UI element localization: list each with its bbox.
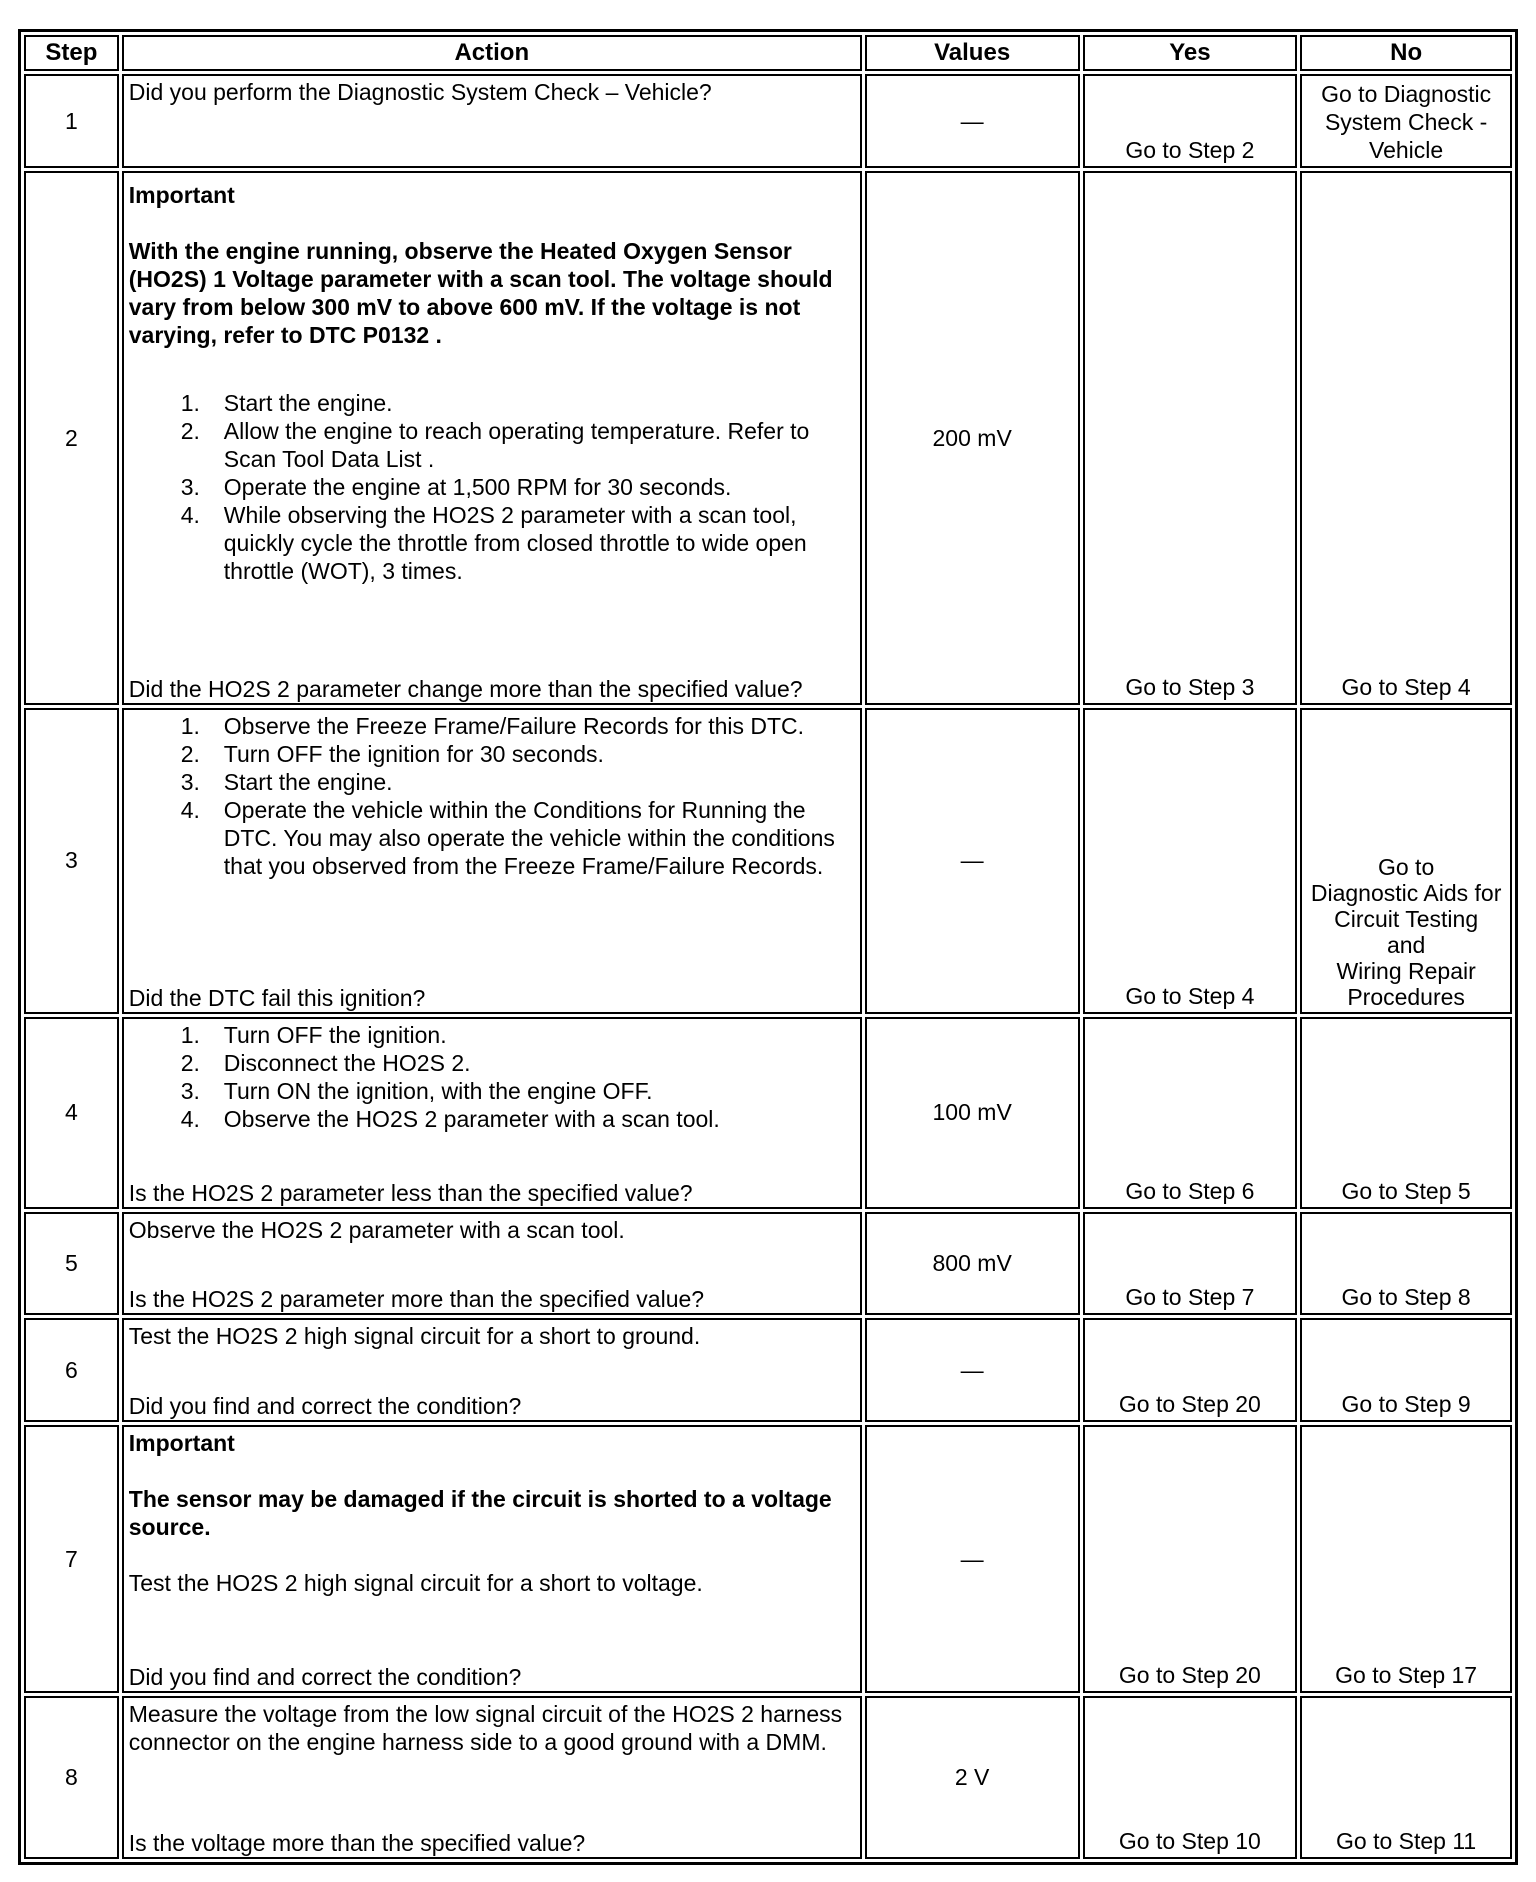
table-row-step-3 bbox=[24, 708, 1512, 1014]
value-cell: 2 V bbox=[865, 1696, 1080, 1859]
no-target-line: Diagnostic Aids for bbox=[1310, 879, 1502, 906]
yes-target: Go to Step 10 bbox=[1118, 1828, 1261, 1854]
procedure-step: 1. Turn OFF the ignition. bbox=[180, 1021, 447, 1048]
procedure-step: 2. Allow the engine to reach operating temperature. Refer to Scan Tool Data List . bbox=[180, 418, 810, 473]
table-row-step-6 bbox=[24, 1318, 1512, 1421]
action-cell bbox=[122, 1017, 862, 1210]
procedure-step: 1. Observe the Freeze Frame/Failure Records for this DTC. bbox=[180, 712, 805, 739]
yes-cell bbox=[1083, 708, 1298, 1014]
question-text: Did you find and correct the condition? bbox=[128, 1664, 522, 1691]
no-target-line: System Check - bbox=[1324, 109, 1488, 136]
action-cell bbox=[122, 708, 862, 1014]
no-target-line: Procedures bbox=[1347, 983, 1465, 1010]
header-action: Action bbox=[122, 35, 862, 71]
step-number: 1 bbox=[24, 74, 119, 168]
action-cell bbox=[122, 74, 862, 168]
no-target: Go to Step 5 bbox=[1341, 1178, 1471, 1205]
no-cell bbox=[1300, 1425, 1512, 1694]
no-target-line: Go to Diagnostic bbox=[1321, 81, 1492, 108]
action-text: Test the HO2S 2 high signal circuit for a short to ground. bbox=[128, 1323, 701, 1350]
question-text: Did the HO2S 2 parameter change more than the specified value? bbox=[128, 675, 803, 702]
yes-target: Go to Step 3 bbox=[1125, 673, 1255, 700]
no-target: Go to Step 4 bbox=[1341, 673, 1471, 700]
yes-cell bbox=[1083, 1425, 1298, 1694]
action-cell bbox=[122, 1318, 862, 1421]
step-number: 4 bbox=[24, 1017, 119, 1210]
table-row-step-1 bbox=[24, 74, 1512, 168]
procedure-step: 2. Disconnect the HO2S 2. bbox=[180, 1049, 471, 1076]
procedure-step: 4. Operate the vehicle within the Conditions for Running the DTC. You may also operate the vehicle within the conditions that you observed from the Freeze Frame/Failure Records. bbox=[180, 796, 835, 879]
value-cell: 100 mV bbox=[865, 1017, 1080, 1210]
no-cell bbox=[1300, 74, 1512, 168]
procedure-list bbox=[129, 389, 856, 585]
value-cell: — bbox=[865, 1318, 1080, 1421]
step-number: 8 bbox=[24, 1696, 119, 1859]
procedure-step: 4. While observing the HO2S 2 parameter with a scan tool, quickly cycle the throttle from closed throttle to wide open throttle (WOT), 3 times. bbox=[180, 502, 807, 585]
no-target-line: Wiring Repair bbox=[1336, 957, 1476, 984]
no-target: Go to Step 17 bbox=[1335, 1662, 1478, 1689]
yes-target: Go to Step 7 bbox=[1125, 1284, 1255, 1311]
action-text: Did you perform the Diagnostic System Check – Vehicle? bbox=[128, 79, 712, 106]
question-text: Is the HO2S 2 parameter less than the specified value? bbox=[128, 1180, 693, 1207]
no-target-line: Go to bbox=[1377, 853, 1435, 880]
step-number: 7 bbox=[24, 1425, 119, 1694]
question-text: Did you find and correct the condition? bbox=[128, 1392, 522, 1419]
no-cell bbox=[1300, 1696, 1512, 1859]
yes-target: Go to Step 4 bbox=[1125, 982, 1255, 1009]
value-cell: — bbox=[865, 74, 1080, 168]
procedure-step: 3. Operate the engine at 1,500 RPM for 30 seconds. bbox=[180, 474, 732, 501]
action-text: Test the HO2S 2 high signal circuit for a short to voltage. bbox=[128, 1569, 703, 1596]
step-number: 6 bbox=[24, 1318, 119, 1421]
diagnostic-table bbox=[18, 29, 1518, 1865]
question-text: Is the HO2S 2 parameter more than the specified value? bbox=[128, 1286, 705, 1313]
procedure-list bbox=[129, 712, 856, 880]
question-text: Did the DTC fail this ignition? bbox=[128, 984, 426, 1011]
table-row-step-4 bbox=[24, 1017, 1512, 1210]
no-target-line: Circuit Testing bbox=[1334, 905, 1479, 932]
yes-target: Go to Step 20 bbox=[1118, 1662, 1261, 1689]
procedure-step: 3. Turn ON the ignition, with the engine OFF. bbox=[180, 1077, 653, 1104]
yes-cell bbox=[1083, 1318, 1298, 1421]
no-target: Go to Step 9 bbox=[1341, 1390, 1471, 1417]
value-cell: 800 mV bbox=[865, 1212, 1080, 1315]
header-no: No bbox=[1300, 35, 1512, 71]
yes-target: Go to Step 2 bbox=[1125, 137, 1255, 164]
no-cell bbox=[1300, 708, 1512, 1014]
table-row-step-2 bbox=[24, 171, 1512, 704]
action-cell bbox=[122, 1696, 862, 1859]
important-note: With the engine running, observe the Heated Oxygen Sensor (HO2S) 1 Voltage parameter with a scan tool. The voltage should vary from below 300 mV to above 600 mV. If the voltage is not varying, refer to DTC P0132 . bbox=[128, 238, 833, 349]
question-text: Is the voltage more than the specified value? bbox=[128, 1830, 586, 1856]
action-text: Measure the voltage from the low signal circuit of the HO2S 2 harness connector on the engine harness side to a good ground with a DMM. bbox=[128, 1701, 843, 1756]
table-row-step-5 bbox=[24, 1212, 1512, 1315]
procedure-step: 3. Start the engine. bbox=[180, 768, 393, 795]
table-row-step-8 bbox=[24, 1696, 1512, 1859]
table-row-step-7 bbox=[24, 1425, 1512, 1694]
procedure-step: 1. Start the engine. bbox=[180, 390, 393, 417]
yes-target: Go to Step 6 bbox=[1125, 1178, 1255, 1205]
no-target-line: Vehicle bbox=[1369, 137, 1444, 164]
step-number: 2 bbox=[24, 171, 119, 704]
yes-target: Go to Step 20 bbox=[1118, 1390, 1261, 1417]
important-label: Important bbox=[128, 1429, 235, 1456]
important-note: The sensor may be damaged if the circuit is shorted to a voltage source. bbox=[128, 1485, 832, 1540]
value-cell: 200 mV bbox=[865, 171, 1080, 704]
no-cell bbox=[1300, 1212, 1512, 1315]
procedure-list bbox=[129, 1021, 856, 1133]
yes-cell bbox=[1083, 1017, 1298, 1210]
header-yes: Yes bbox=[1083, 35, 1298, 71]
yes-cell bbox=[1083, 1696, 1298, 1859]
no-cell bbox=[1300, 171, 1512, 704]
action-text: Observe the HO2S 2 parameter with a scan tool. bbox=[128, 1217, 625, 1244]
header-row bbox=[24, 35, 1512, 71]
no-cell bbox=[1300, 1318, 1512, 1421]
yes-cell bbox=[1083, 1212, 1298, 1315]
procedure-step: 4. Observe the HO2S 2 parameter with a scan tool. bbox=[180, 1105, 720, 1132]
step-number: 3 bbox=[24, 708, 119, 1014]
procedure-step: 2. Turn OFF the ignition for 30 seconds. bbox=[180, 740, 604, 767]
no-target-line: and bbox=[1386, 931, 1426, 958]
yes-cell bbox=[1083, 171, 1298, 704]
step-number: 5 bbox=[24, 1212, 119, 1315]
header-step: Step bbox=[24, 35, 119, 71]
action-cell bbox=[122, 171, 862, 704]
no-target: Go to Step 11 bbox=[1336, 1828, 1477, 1854]
no-target: Go to Step 8 bbox=[1341, 1284, 1471, 1311]
value-cell: — bbox=[865, 708, 1080, 1014]
important-label: Important bbox=[128, 182, 235, 209]
no-cell bbox=[1300, 1017, 1512, 1210]
action-cell bbox=[122, 1425, 862, 1694]
yes-cell bbox=[1083, 74, 1298, 168]
header-values: Values bbox=[865, 35, 1080, 71]
action-cell bbox=[122, 1212, 862, 1315]
value-cell: — bbox=[865, 1425, 1080, 1694]
